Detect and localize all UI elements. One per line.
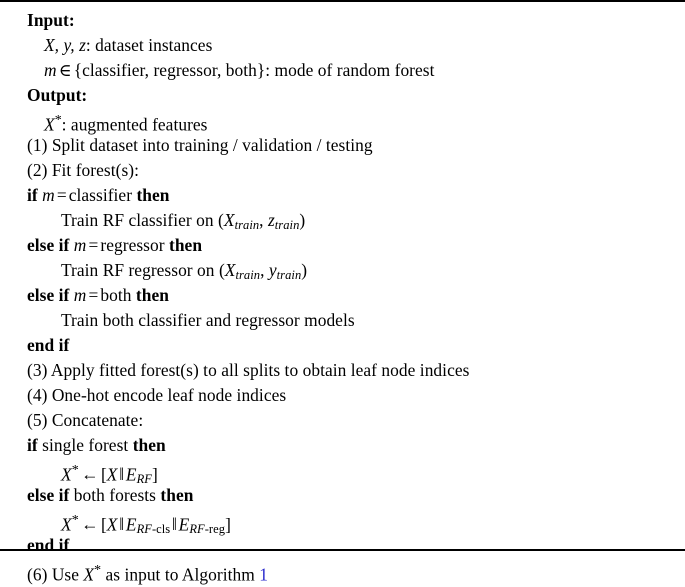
formula2-e-reg-sub-tag: -reg (204, 522, 226, 537)
cond-var-m-both: m (73, 285, 87, 305)
paren-close-1: ) (299, 210, 306, 230)
formula2-lhs-star: * (71, 513, 79, 528)
formula1-lhs-star: * (71, 463, 79, 478)
formula2-x: X (106, 514, 118, 535)
elseif-both-condition (0, 283, 685, 308)
y-train-symbol: y (268, 260, 277, 280)
input-symbols-xyz: X, y, z (44, 35, 86, 55)
step-6 (0, 558, 685, 583)
output-features-desc: : augmented features (61, 114, 208, 135)
keyword-then-both: then (135, 285, 169, 305)
input-symbol-m: m (44, 60, 57, 80)
formula2-e-cls-subscript (137, 522, 171, 536)
x-train-symbol-2: X (224, 260, 236, 280)
x-train-subscript-1: train (234, 217, 260, 232)
step-1: (1) Split dataset into training / validation / testing (27, 135, 373, 155)
cond-value-regressor: regressor (100, 235, 165, 255)
step-6-prefix: (6) Use (27, 564, 84, 585)
output-item-features (0, 108, 685, 133)
bracket-open-1: [ (100, 464, 107, 485)
formula2-lhs-x: X (61, 514, 72, 535)
formula2-e-reg: E (178, 514, 190, 535)
formula-single-forest (0, 458, 685, 487)
formula2-e-cls-sub-tag: -cls (151, 522, 171, 537)
cond-value-both: both (100, 285, 132, 305)
train-classifier-text: Train RF classifier on (61, 210, 219, 230)
y-train-subscript: train (276, 267, 302, 282)
concat-separator-2b: ‖ (171, 514, 177, 535)
train-rf-regressor (0, 258, 685, 283)
z-train-symbol: z (267, 210, 275, 230)
formula1-e-subscript: RF (136, 472, 152, 487)
input-item-datasets (0, 33, 685, 58)
end-if-fit: end if (27, 335, 70, 355)
formula1-x: X (106, 464, 118, 485)
paren-close-2: ) (301, 260, 308, 280)
concat-separator-1: ‖ (119, 464, 125, 485)
assign-arrow-icon-2: ← (81, 514, 99, 535)
input-item-mode (0, 58, 685, 83)
elseif-both-forests-condition (0, 483, 685, 508)
formula2-e-cls-sub-rf: RF (136, 522, 152, 537)
step-3: (3) Apply fitted forest(s) to all splits to obtain leaf node indices (27, 360, 470, 380)
train-rf-classifier (0, 208, 685, 233)
algorithm-1-reference-link[interactable]: 1 (259, 564, 268, 585)
output-section-label: Output: (27, 85, 88, 105)
equals-sign-2: = (88, 235, 99, 255)
step-5: (5) Concatenate: (27, 410, 144, 430)
input-symbols-xyz-desc: : dataset instances (85, 35, 213, 55)
x-train-subscript-2: train (235, 267, 261, 282)
paren-open-1: ( (218, 210, 224, 230)
cond-value-both-forests: both forests (73, 485, 156, 505)
keyword-then-both-forests: then (160, 485, 194, 505)
keyword-then-regressor: then (168, 235, 203, 255)
cond-var-m-classifier: m (42, 185, 55, 205)
keyword-if-single: if (27, 435, 38, 455)
if-classifier-condition (0, 183, 685, 208)
input-mode-desc: : mode of random forest (265, 60, 435, 80)
keyword-then-single: then (132, 435, 166, 455)
formula2-e-cls: E (125, 514, 137, 535)
concat-separator-2a: ‖ (119, 514, 125, 535)
step-2: (2) Fit forest(s): (27, 160, 139, 180)
assign-arrow-icon-1: ← (81, 464, 99, 485)
keyword-else-if-regressor: else if (27, 235, 70, 255)
z-train-subscript: train (274, 217, 300, 232)
step-6-middle: as input to Algorithm (101, 564, 260, 585)
output-symbol-star: * (54, 113, 62, 128)
train-regressor-text: Train RF regressor on (61, 260, 219, 280)
comma-2: , (260, 260, 269, 280)
member-of-icon: ∈ (58, 60, 72, 80)
output-symbol-x: X (44, 114, 55, 135)
bracket-open-2: [ (100, 514, 107, 535)
cond-value-single-forest: single forest (42, 435, 129, 455)
keyword-else-if-both: else if (27, 285, 70, 305)
keyword-else-if-both-forests: else if (27, 485, 70, 505)
cond-value-classifier: classifier (68, 185, 133, 205)
train-both-models: Train both classifier and regressor models (61, 310, 355, 330)
step-4: (4) One-hot encode leaf node indices (27, 385, 287, 405)
equals-sign-3: = (88, 285, 99, 305)
paren-open-2: ( (218, 260, 225, 280)
elseif-regressor-condition (0, 233, 685, 258)
if-single-forest-condition (0, 433, 685, 458)
keyword-if: if (27, 185, 38, 205)
x-train-symbol-1: X (223, 210, 235, 230)
bracket-close-2: ] (225, 514, 231, 535)
keyword-then-classifier: then (136, 185, 170, 205)
formula2-e-reg-sub-rf: RF (189, 522, 205, 537)
formula1-e: E (125, 464, 137, 485)
formula1-lhs-x: X (61, 464, 72, 485)
end-if-concat: end if (27, 535, 70, 555)
step-6-symbol-x: X (83, 564, 95, 585)
formula2-e-reg-subscript (189, 522, 225, 536)
cond-var-m-regressor: m (73, 235, 87, 255)
input-section-label: Input: (27, 10, 75, 30)
step-6-star: * (94, 563, 102, 578)
bracket-close-1: ] (151, 464, 158, 485)
formula-both-forests (0, 508, 685, 537)
equals-sign: = (56, 185, 67, 205)
comma-1: , (259, 210, 268, 230)
mode-set: {classifier, regressor, both} (73, 60, 266, 80)
